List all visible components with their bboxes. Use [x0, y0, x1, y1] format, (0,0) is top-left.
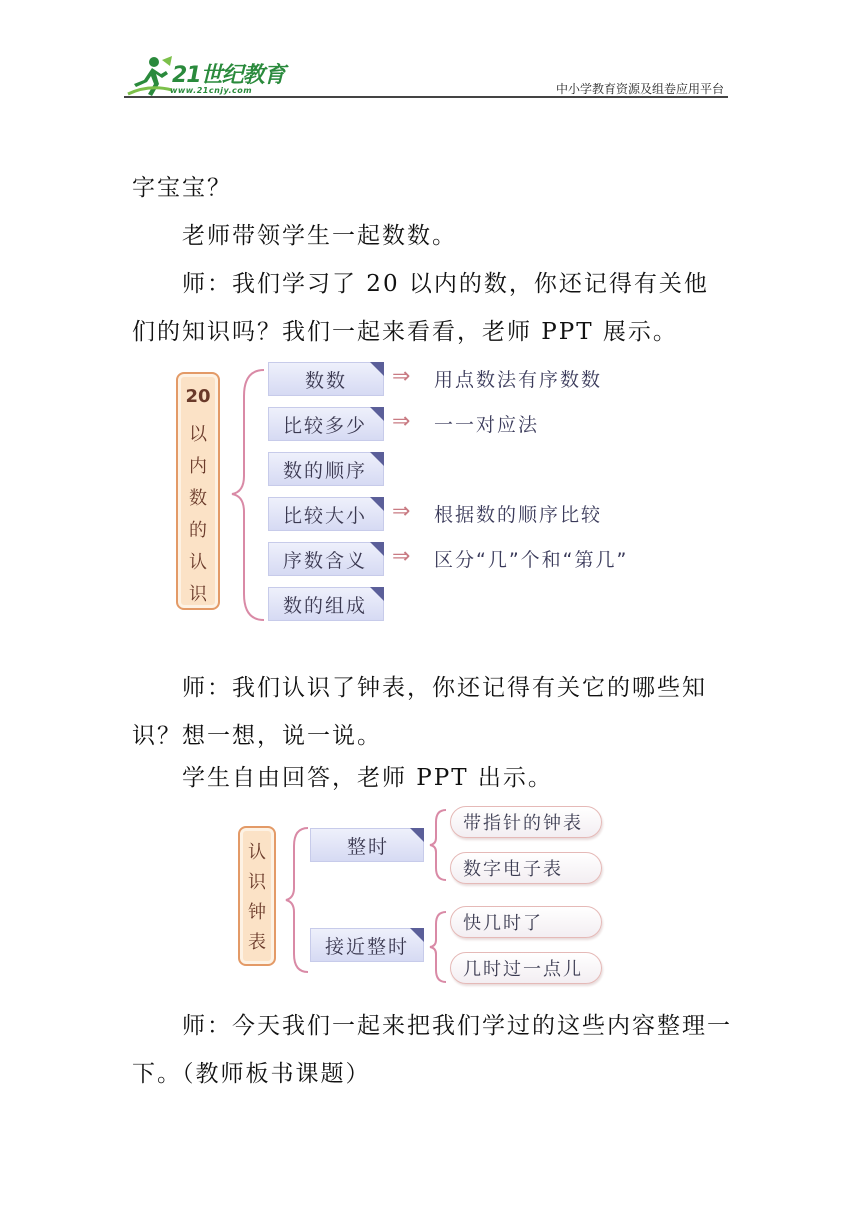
diagram2-branch1-brace [428, 808, 448, 882]
right-arrow-icon: ⇒ [392, 409, 411, 434]
right-arrow-icon: ⇒ [392, 499, 411, 524]
diagram2-main-brace [282, 826, 312, 976]
diagram2-item-3: 快几时了 [450, 906, 602, 938]
page-header [124, 48, 728, 104]
diagram1-item-4: 比较大小 [268, 497, 384, 531]
paragraph-1: 字宝宝？ [132, 175, 232, 201]
diagram1-brace [228, 366, 268, 626]
paragraph-2: 老师带领学生一起数数。 [182, 223, 457, 249]
runner-logo-icon [124, 54, 174, 98]
header-divider [124, 96, 728, 98]
diagram1-title-scroll [176, 372, 220, 610]
diagram2-title-char-1: 认 [248, 842, 266, 863]
diagram2-title-scroll [238, 826, 276, 966]
diagram1-title-char-4: 的 [189, 520, 207, 541]
diagram1-title-char-6: 识 [189, 584, 207, 605]
logo [124, 54, 294, 98]
diagram1-title-char-1: 以 [189, 424, 207, 445]
diagram2-item-2: 数字电子表 [450, 852, 602, 884]
diagram2-item-1: 带指针的钟表 [450, 806, 602, 838]
diagram1-desc-1: 用点数法有序数数 [434, 369, 603, 391]
diagram1-title-char-3: 数 [189, 488, 207, 509]
diagram2-title-char-4: 表 [248, 932, 266, 953]
diagram1-item-6: 数的组成 [268, 587, 384, 621]
header-platform-text: 中小学教育资源及组卷应用平台 [555, 82, 724, 96]
diagram1-item-5: 序数含义 [268, 542, 384, 576]
paragraph-6: 师：今天我们一起来把我们学过的这些内容整理一下。（教师板书课题） [132, 1013, 732, 1087]
logo-text: 21世纪教育 [172, 63, 285, 88]
diagram1-desc-5: 区分“几”个和“第几” [434, 549, 629, 571]
diagram2-item-4: 几时过一点儿 [450, 952, 602, 984]
diagram2-branch-1: 整时 [310, 828, 424, 862]
diagram1-item-3: 数的顺序 [268, 452, 384, 486]
logo-url: www.21cnjy.com [170, 86, 253, 95]
diagram1-desc-2: 一一对应法 [434, 414, 540, 436]
diagram1-title-number: 20 [185, 386, 211, 407]
diagram1-title-char-2: 内 [189, 456, 207, 477]
diagram2-branch2-brace [428, 910, 448, 984]
numbers-within-20-diagram [170, 362, 690, 630]
diagram2-branch-2: 接近整时 [310, 928, 424, 962]
paragraph-3: 师：我们学习了 20 以内的数，你还记得有关他们的知识吗？我们一起来看看，老师 PPT 展示。 [132, 271, 709, 345]
paragraph-5: 学生自由回答，老师 PPT 出示。 [182, 765, 553, 791]
paragraph-4: 师：我们认识了钟表，你还记得有关它的哪些知识？想一想，说一说。 [132, 675, 707, 749]
diagram1-item-2: 比较多少 [268, 407, 384, 441]
clock-knowledge-diagram [236, 800, 616, 990]
diagram1-title-char-5: 认 [189, 552, 207, 573]
diagram2-title-char-2: 识 [248, 872, 266, 893]
diagram1-desc-4: 根据数的顺序比较 [434, 504, 603, 526]
diagram1-item-1: 数数 [268, 362, 384, 396]
diagram2-title-char-3: 钟 [248, 902, 266, 923]
right-arrow-icon: ⇒ [392, 364, 411, 389]
right-arrow-icon: ⇒ [392, 544, 411, 569]
